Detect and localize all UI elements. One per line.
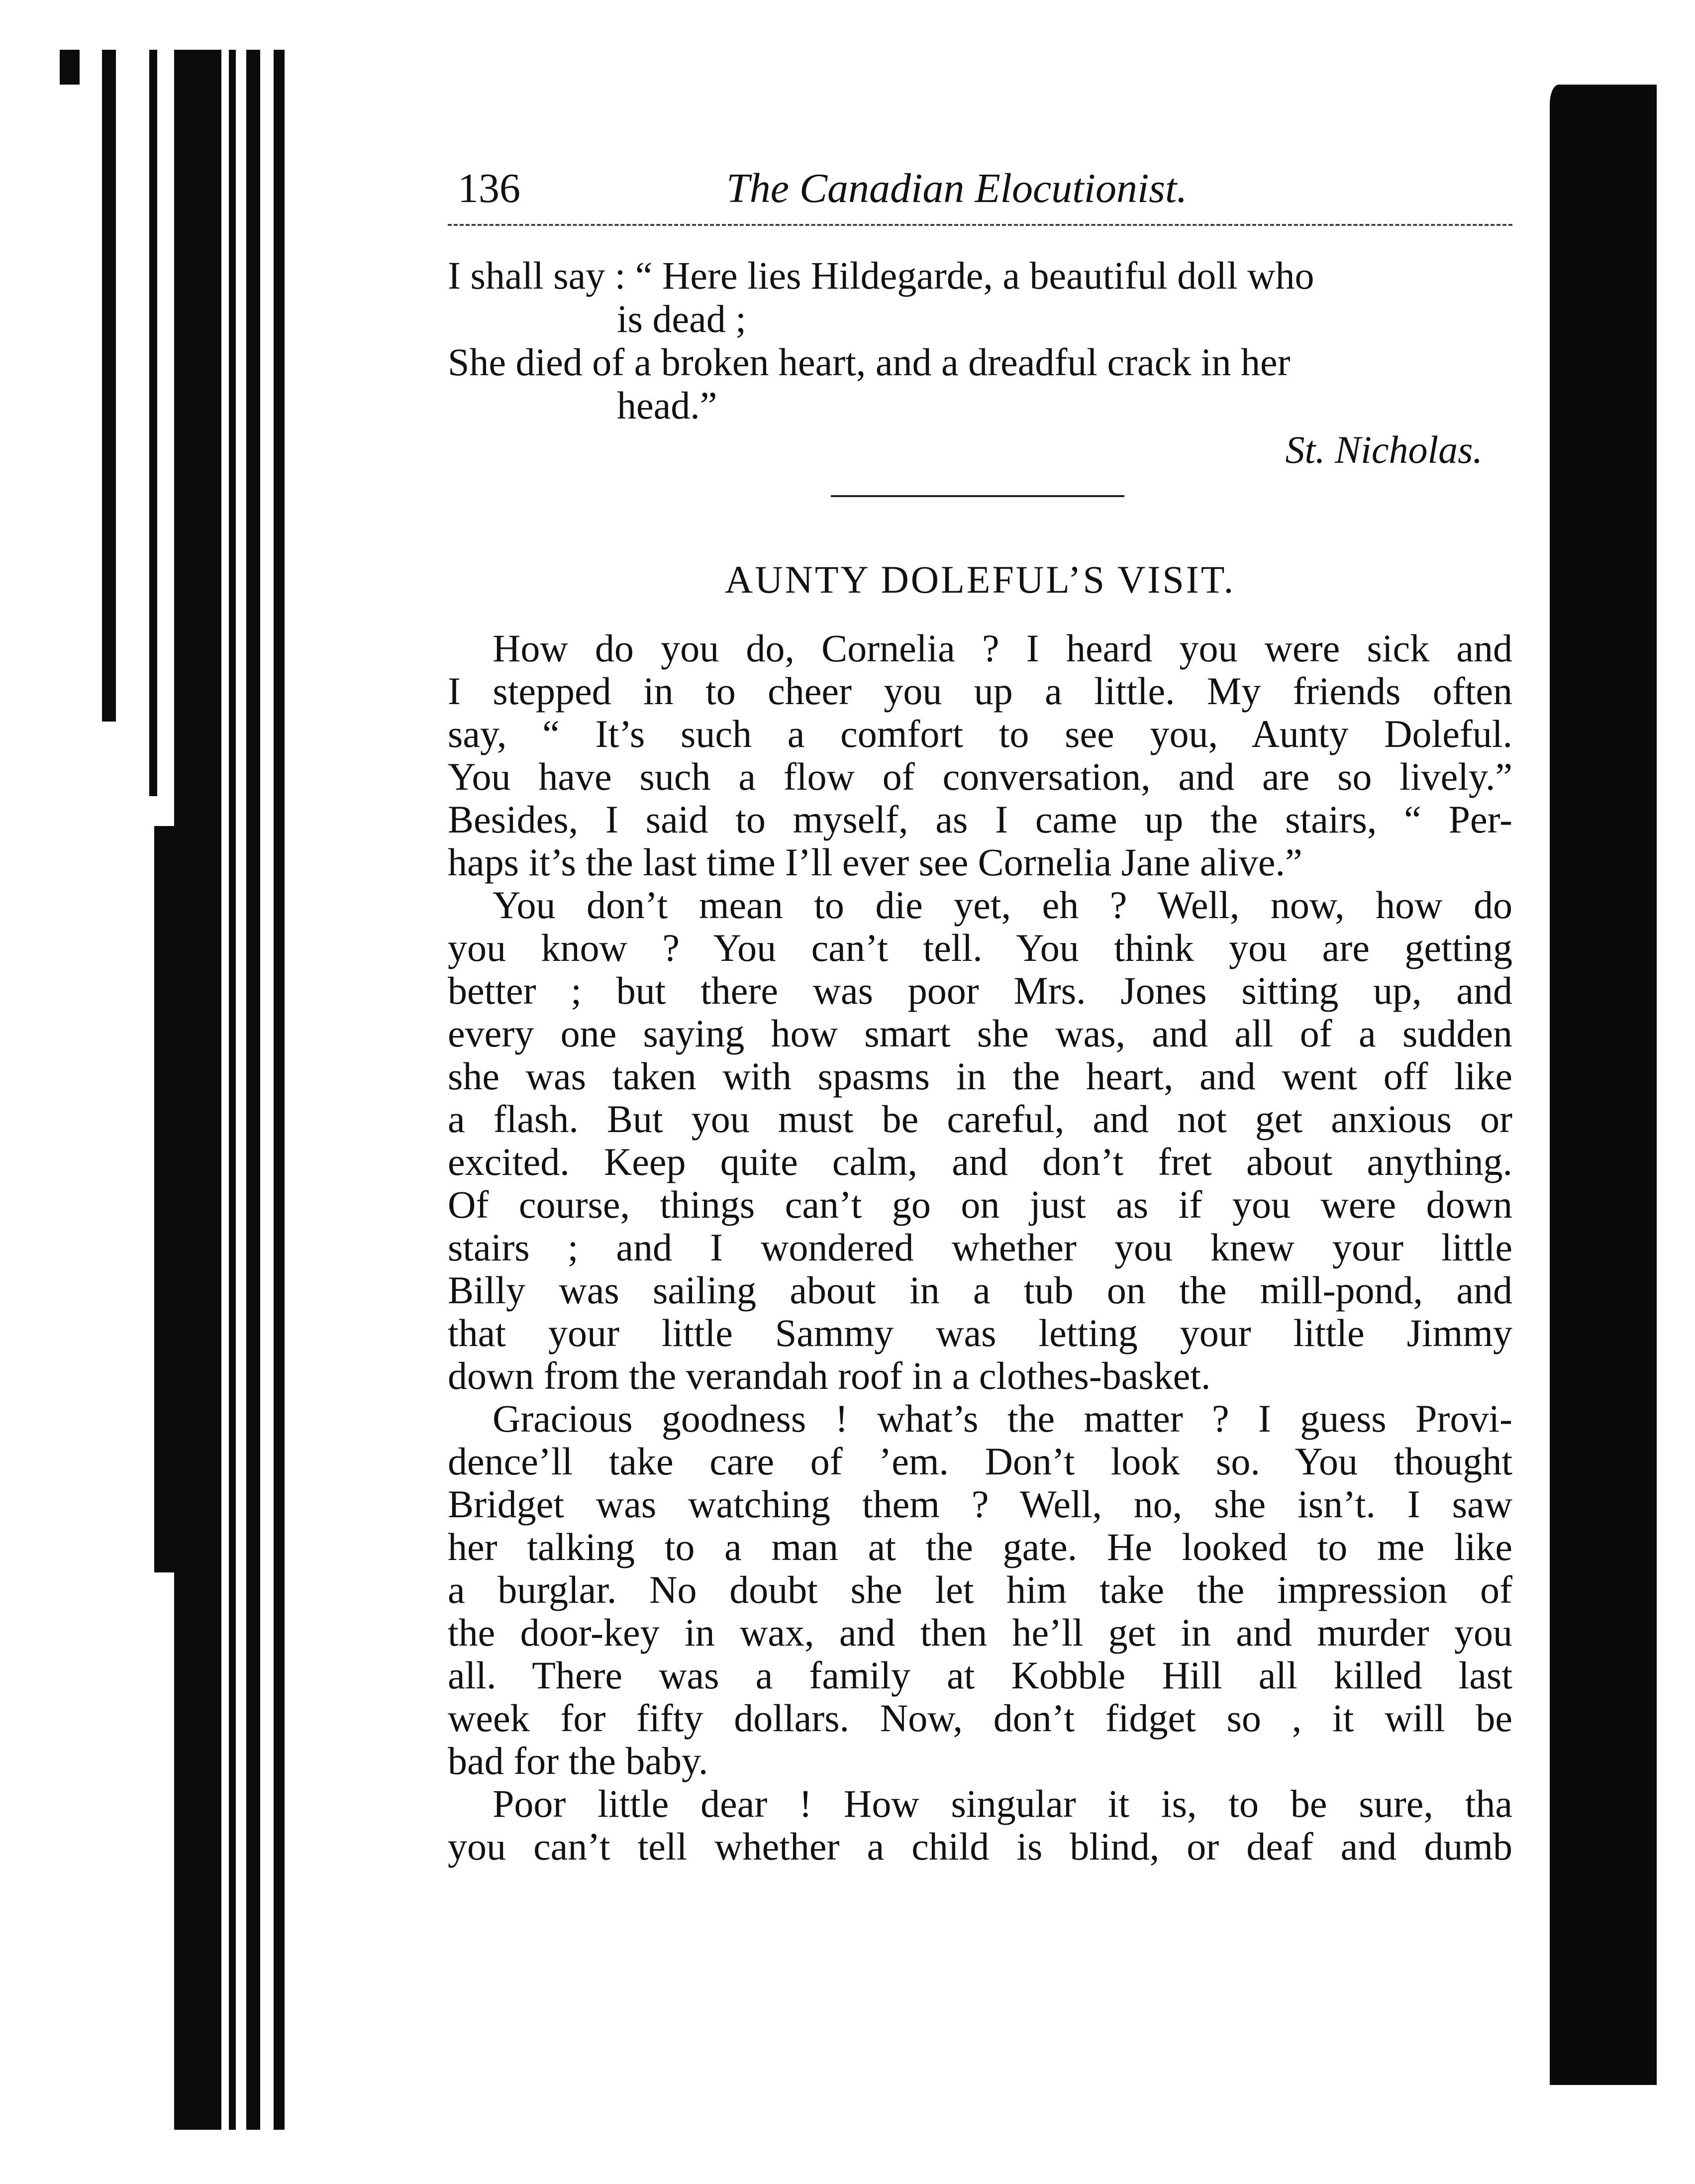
running-title: The Canadian Elocutionist. bbox=[726, 165, 1188, 211]
text-line: I stepped in to cheer you up a little. My friends often bbox=[448, 669, 1512, 713]
text-line: You don’t mean to die yet, eh ? Well, now, how do bbox=[493, 883, 1512, 927]
section-title: AUNTY DOLEFUL’S VISIT. bbox=[724, 558, 1236, 601]
text-line: Of course, things can’t go on just as if you were down bbox=[448, 1183, 1512, 1226]
text-line: stairs ; and I wondered whether you knew your little bbox=[448, 1226, 1512, 1269]
text-line: dence’ll take care of ’em. Don’t look so. You thought bbox=[448, 1440, 1512, 1483]
text-line: Gracious goodness ! what’s the matter ? I guess Provi- bbox=[493, 1397, 1512, 1440]
header-rule bbox=[448, 224, 1512, 226]
text-line: Besides, I said to myself, as I came up the stairs, “ Per- bbox=[448, 798, 1512, 841]
text-line: week for fifty dollars. Now, don’t fidget so , it will be bbox=[448, 1696, 1512, 1740]
running-head bbox=[448, 164, 1512, 219]
book-page bbox=[448, 164, 1512, 1868]
poem-excerpt bbox=[448, 254, 1512, 471]
text-line: the door-key in wax, and then he’ll get in and murder you bbox=[448, 1611, 1512, 1654]
poem-line: is dead ; bbox=[617, 297, 746, 340]
text-line: Billy was sailing about in a tub on the mill-pond, and bbox=[448, 1268, 1512, 1312]
text-line: her talking to a man at the gate. He looked to me like bbox=[448, 1525, 1512, 1568]
text-line: bad for the baby. bbox=[448, 1739, 708, 1782]
scan-binding-edge bbox=[55, 50, 313, 2130]
section-divider bbox=[831, 495, 1124, 497]
poem-line: head.” bbox=[617, 384, 717, 427]
body-text bbox=[448, 627, 1512, 1868]
text-line: every one saying how smart she was, and all of a sudden bbox=[448, 1012, 1512, 1055]
text-line: excited. Keep quite calm, and don’t fret about anything. bbox=[448, 1140, 1512, 1183]
text-line: a burglar. No doubt she let him take the impression of bbox=[448, 1568, 1512, 1611]
poem-line: She died of a broken heart, and a dreadful crack in her bbox=[448, 340, 1291, 384]
text-line: better ; but there was poor Mrs. Jones sitting up, and bbox=[448, 969, 1512, 1012]
text-line: that your little Sammy was letting your little Jimmy bbox=[448, 1311, 1512, 1354]
text-line: haps it’s the last time I’ll ever see Cornelia Jane alive.” bbox=[448, 840, 1302, 884]
text-line: say, “ It’s such a comfort to see you, Aunty Doleful. bbox=[448, 712, 1512, 755]
text-line: How do you do, Cornelia ? I heard you were sick and bbox=[493, 626, 1512, 670]
text-line: she was taken with spasms in the heart, and went off like bbox=[448, 1054, 1512, 1098]
text-line: you can’t tell whether a child is blind, or deaf and dumb bbox=[448, 1825, 1512, 1868]
scan-dark-edge bbox=[1550, 85, 1657, 2085]
text-line: all. There was a family at Kobble Hill all killed last bbox=[448, 1654, 1512, 1697]
text-line: Poor little dear ! How singular it is, to be sure, tha bbox=[493, 1782, 1512, 1825]
page-number: 136 bbox=[458, 165, 520, 211]
text-line: down from the verandah roof in a clothes-basket. bbox=[448, 1354, 1211, 1397]
text-line: you know ? You can’t tell. You think you are getting bbox=[448, 926, 1512, 969]
poem-attribution: St. Nicholas. bbox=[1285, 428, 1483, 471]
poem-line: I shall say : “ Here lies Hildegarde, a beautiful doll who bbox=[448, 254, 1314, 297]
text-line: Bridget was watching them ? Well, no, she isn’t. I saw bbox=[448, 1482, 1512, 1526]
text-line: a flash. But you must be careful, and not get anxious or bbox=[448, 1097, 1512, 1141]
text-line: You have such a flow of conversation, and are so lively.” bbox=[448, 755, 1512, 798]
